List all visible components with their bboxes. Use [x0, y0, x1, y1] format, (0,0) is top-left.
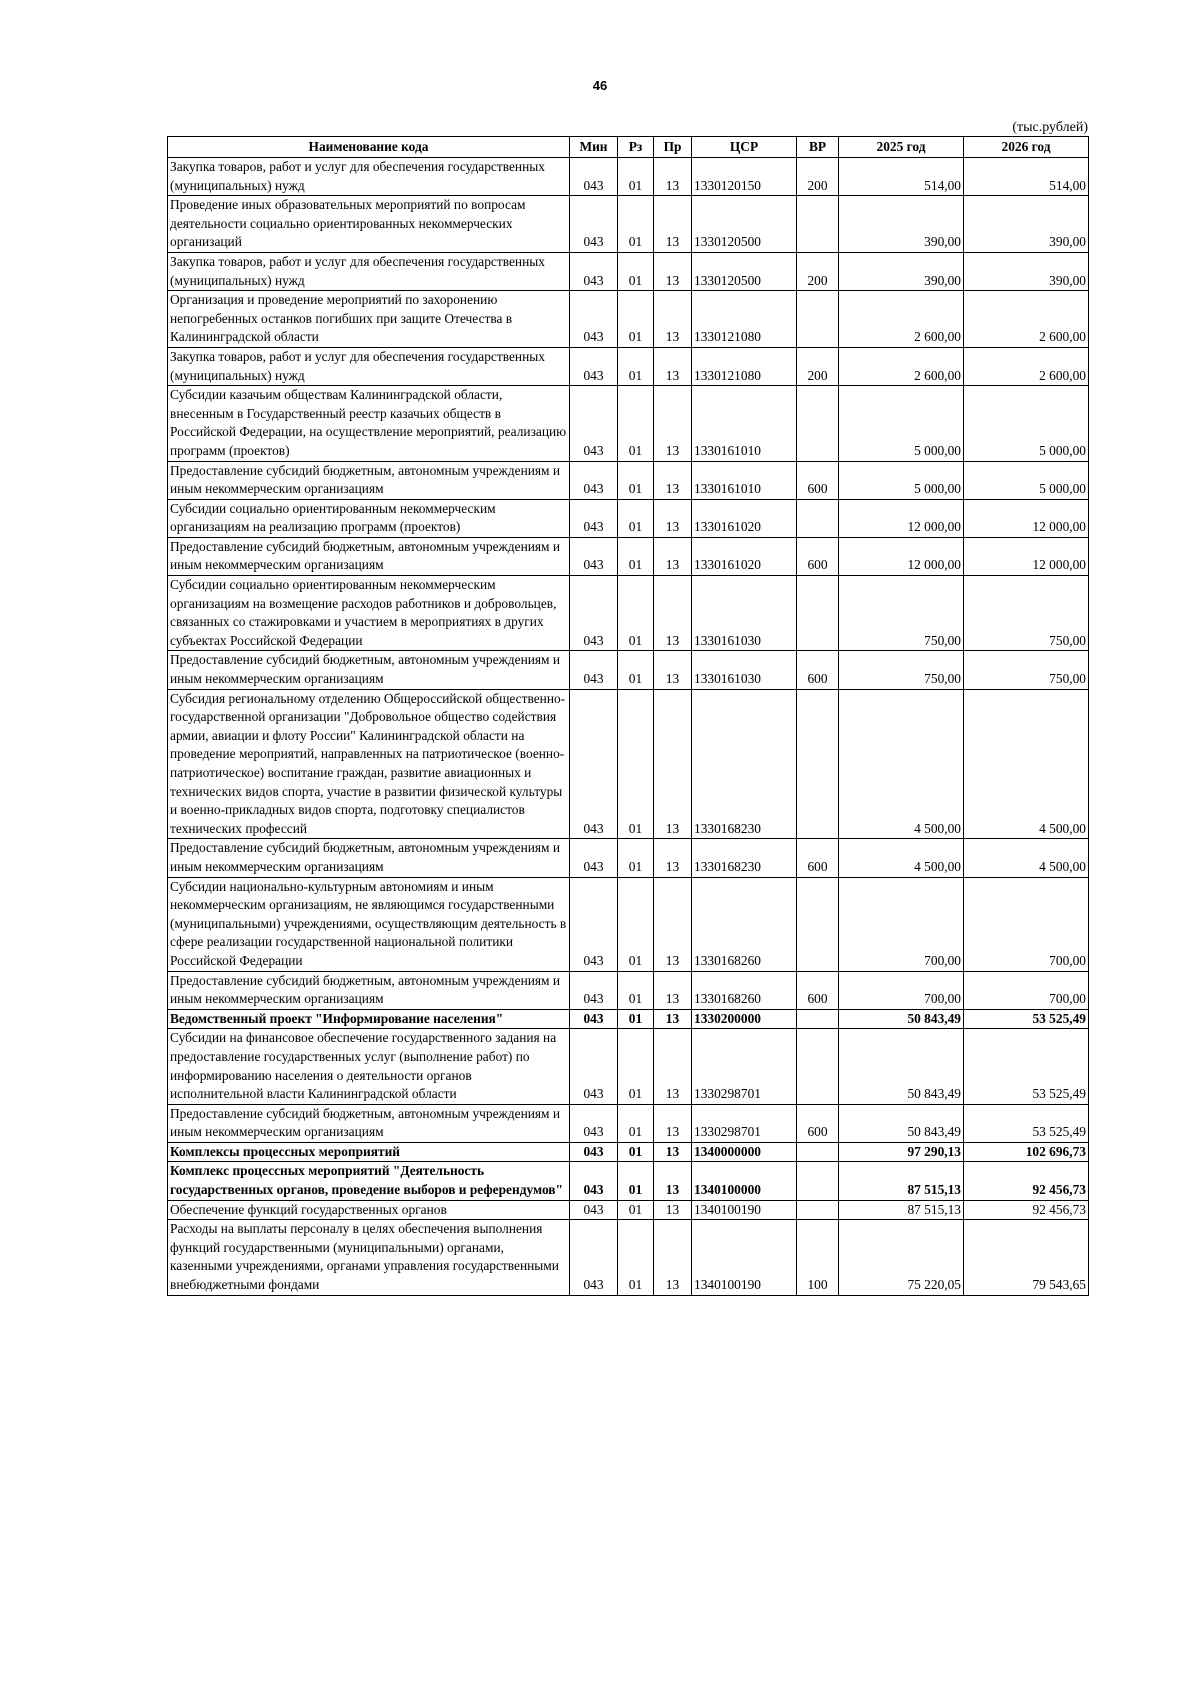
cell-name: Предоставление субсидий бюджетным, автономным учреждениям и иным некоммерческим организациям: [168, 537, 570, 575]
table-row: [168, 651, 1089, 689]
cell-pr: 13: [654, 1009, 692, 1029]
cell-name: Закупка товаров, работ и услуг для обеспечения государственных (муниципальных) нужд: [168, 158, 570, 196]
cell-min: 043: [570, 386, 618, 461]
cell-csr: 1330161010: [692, 461, 797, 499]
cell-2026: 79 543,65: [964, 1220, 1089, 1295]
cell-rz: 01: [618, 158, 654, 196]
cell-pr: 13: [654, 689, 692, 839]
table-row: [168, 1029, 1089, 1104]
cell-rz: 01: [618, 651, 654, 689]
cell-pr: 13: [654, 252, 692, 290]
cell-pr: 13: [654, 1200, 692, 1220]
header-row: [168, 137, 1089, 158]
cell-rz: 01: [618, 1009, 654, 1029]
cell-pr: 13: [654, 196, 692, 253]
cell-pr: 13: [654, 291, 692, 348]
cell-vr: [797, 291, 839, 348]
cell-min: 043: [570, 1200, 618, 1220]
header-csr: ЦСР: [692, 137, 797, 158]
cell-2026: 700,00: [964, 971, 1089, 1009]
cell-pr: 13: [654, 1142, 692, 1162]
cell-name: Обеспечение функций государственных органов: [168, 1200, 570, 1220]
cell-vr: [797, 1142, 839, 1162]
cell-2025: 50 843,49: [839, 1029, 964, 1104]
cell-2025: 390,00: [839, 252, 964, 290]
cell-pr: 13: [654, 499, 692, 537]
cell-min: 043: [570, 1162, 618, 1200]
cell-name: Комплексы процессных мероприятий: [168, 1142, 570, 1162]
cell-rz: 01: [618, 1104, 654, 1142]
cell-vr: [797, 1200, 839, 1220]
cell-name: Предоставление субсидий бюджетным, автономным учреждениям и иным некоммерческим организациям: [168, 651, 570, 689]
table-row: [168, 971, 1089, 1009]
cell-rz: 01: [618, 461, 654, 499]
table-row: [168, 386, 1089, 461]
cell-vr: [797, 576, 839, 651]
cell-pr: 13: [654, 839, 692, 877]
cell-2025: 87 515,13: [839, 1162, 964, 1200]
table-body: [168, 158, 1089, 1296]
cell-2025: 12 000,00: [839, 537, 964, 575]
header-2026: 2026 год: [964, 137, 1089, 158]
cell-vr: [797, 499, 839, 537]
cell-vr: [797, 386, 839, 461]
cell-csr: 1330121080: [692, 291, 797, 348]
table-row: [168, 461, 1089, 499]
cell-2026: 750,00: [964, 576, 1089, 651]
cell-2025: 514,00: [839, 158, 964, 196]
cell-2026: 4 500,00: [964, 839, 1089, 877]
cell-min: 043: [570, 537, 618, 575]
cell-name: Организация и проведение мероприятий по захоронению непогребенных останков погибших при защите Отечества в Калининградской области: [168, 291, 570, 348]
cell-2025: 390,00: [839, 196, 964, 253]
cell-2025: 4 500,00: [839, 689, 964, 839]
cell-2026: 4 500,00: [964, 689, 1089, 839]
cell-2026: 390,00: [964, 196, 1089, 253]
cell-csr: 1330161030: [692, 651, 797, 689]
cell-name: Закупка товаров, работ и услуг для обеспечения государственных (муниципальных) нужд: [168, 347, 570, 385]
cell-csr: 1330120150: [692, 158, 797, 196]
table-row: [168, 537, 1089, 575]
cell-pr: 13: [654, 971, 692, 1009]
cell-name: Расходы на выплаты персоналу в целях обеспечения выполнения функций государственными (муниципальными) органами, казенными учреждениями, органами управления государственными внебюджетными фондами: [168, 1220, 570, 1295]
cell-2025: 75 220,05: [839, 1220, 964, 1295]
cell-vr: 600: [797, 461, 839, 499]
header-min: Мин: [570, 137, 618, 158]
cell-name: Субсидии казачьим обществам Калининградской области, внесенным в Государственный реестр казачьих обществ в Российской Федерации, на осуществление мероприятий, реализацию программ (проектов): [168, 386, 570, 461]
table-row: [168, 196, 1089, 253]
header-2025: 2025 год: [839, 137, 964, 158]
cell-rz: 01: [618, 252, 654, 290]
cell-csr: 1330168260: [692, 971, 797, 1009]
cell-rz: 01: [618, 839, 654, 877]
cell-2025: 5 000,00: [839, 461, 964, 499]
cell-pr: 13: [654, 576, 692, 651]
cell-min: 043: [570, 971, 618, 1009]
cell-name: Проведение иных образовательных мероприятий по вопросам деятельности социально ориентированных некоммерческих организаций: [168, 196, 570, 253]
cell-name: Предоставление субсидий бюджетным, автономным учреждениям и иным некоммерческим организациям: [168, 839, 570, 877]
cell-rz: 01: [618, 689, 654, 839]
cell-2025: 50 843,49: [839, 1009, 964, 1029]
cell-name: Субсидии социально ориентированным некоммерческим организациям на реализацию программ (проектов): [168, 499, 570, 537]
table-row: [168, 1162, 1089, 1200]
cell-min: 043: [570, 576, 618, 651]
cell-name: Субсидии национально-культурным автономиям и иным некоммерческим организациям, не являющимся государственными (муниципальными) учреждениями, осуществляющим деятельность в сфере реализации государственной национальной политики Российской Федерации: [168, 877, 570, 971]
cell-min: 043: [570, 499, 618, 537]
cell-pr: 13: [654, 1104, 692, 1142]
cell-2026: 390,00: [964, 252, 1089, 290]
cell-name: Субсидия региональному отделению Общероссийской общественно-государственной организации "Добровольное общество содействия армии, авиации и флоту России" Калининградской области на проведение мероприятий, направленных на патриотическое (военно-патриотическое) воспитание граждан, развитие авиационных и технических видов спорта, участие в развитии физической культуры и военно-прикладных видов спорта, подготовку специалистов технических профессий: [168, 689, 570, 839]
cell-csr: 1340100190: [692, 1200, 797, 1220]
cell-vr: 100: [797, 1220, 839, 1295]
units-label: (тыс.рублей): [1012, 120, 1088, 135]
cell-rz: 01: [618, 1029, 654, 1104]
cell-rz: 01: [618, 1162, 654, 1200]
cell-name: Субсидии на финансовое обеспечение государственного задания на предоставление государственных услуг (выполнение работ) по информированию населения о деятельности органов исполнительной власти Калининградской области: [168, 1029, 570, 1104]
cell-2025: 97 290,13: [839, 1142, 964, 1162]
cell-pr: 13: [654, 347, 692, 385]
cell-2025: 2 600,00: [839, 291, 964, 348]
cell-csr: 1330161020: [692, 537, 797, 575]
cell-vr: [797, 1029, 839, 1104]
cell-csr: 1330168260: [692, 877, 797, 971]
cell-2026: 92 456,73: [964, 1162, 1089, 1200]
cell-vr: [797, 689, 839, 839]
table-row: [168, 1142, 1089, 1162]
cell-min: 043: [570, 158, 618, 196]
cell-csr: 1330298701: [692, 1029, 797, 1104]
table-row: [168, 252, 1089, 290]
table-row: [168, 347, 1089, 385]
cell-pr: 13: [654, 158, 692, 196]
table-row: [168, 291, 1089, 348]
cell-vr: 600: [797, 537, 839, 575]
header-name: Наименование кода: [168, 137, 570, 158]
cell-rz: 01: [618, 196, 654, 253]
cell-pr: 13: [654, 1162, 692, 1200]
cell-name: Комплекс процессных мероприятий "Деятельность государственных органов, проведение выборов и референдумов": [168, 1162, 570, 1200]
cell-min: 043: [570, 347, 618, 385]
table-row: [168, 1220, 1089, 1295]
cell-rz: 01: [618, 499, 654, 537]
table-row: [168, 576, 1089, 651]
cell-name: Предоставление субсидий бюджетным, автономным учреждениям и иным некоммерческим организациям: [168, 971, 570, 1009]
cell-min: 043: [570, 1029, 618, 1104]
cell-rz: 01: [618, 1220, 654, 1295]
cell-2025: 750,00: [839, 651, 964, 689]
cell-pr: 13: [654, 651, 692, 689]
cell-pr: 13: [654, 537, 692, 575]
cell-pr: 13: [654, 1220, 692, 1295]
cell-rz: 01: [618, 576, 654, 651]
cell-vr: 600: [797, 971, 839, 1009]
cell-2026: 2 600,00: [964, 347, 1089, 385]
cell-2025: 50 843,49: [839, 1104, 964, 1142]
cell-min: 043: [570, 1220, 618, 1295]
cell-2025: 12 000,00: [839, 499, 964, 537]
cell-csr: 1330121080: [692, 347, 797, 385]
cell-name: Ведомственный проект "Информирование населения": [168, 1009, 570, 1029]
cell-2026: 2 600,00: [964, 291, 1089, 348]
cell-rz: 01: [618, 877, 654, 971]
cell-vr: 600: [797, 651, 839, 689]
table-row: [168, 158, 1089, 196]
cell-vr: 600: [797, 839, 839, 877]
cell-2025: 700,00: [839, 877, 964, 971]
cell-2025: 2 600,00: [839, 347, 964, 385]
header-vr: ВР: [797, 137, 839, 158]
cell-2026: 5 000,00: [964, 461, 1089, 499]
cell-pr: 13: [654, 877, 692, 971]
cell-vr: [797, 877, 839, 971]
table-row: [168, 839, 1089, 877]
cell-min: 043: [570, 839, 618, 877]
cell-rz: 01: [618, 971, 654, 1009]
cell-csr: 1330298701: [692, 1104, 797, 1142]
cell-min: 043: [570, 651, 618, 689]
table-row: [168, 1200, 1089, 1220]
cell-min: 043: [570, 291, 618, 348]
cell-min: 043: [570, 1104, 618, 1142]
cell-vr: 200: [797, 158, 839, 196]
cell-csr: 1340100190: [692, 1220, 797, 1295]
cell-vr: [797, 1162, 839, 1200]
cell-min: 043: [570, 1142, 618, 1162]
cell-csr: 1330161010: [692, 386, 797, 461]
table-row: [168, 1104, 1089, 1142]
cell-2026: 700,00: [964, 877, 1089, 971]
cell-vr: 600: [797, 1104, 839, 1142]
table-row: [168, 877, 1089, 971]
cell-2025: 4 500,00: [839, 839, 964, 877]
cell-rz: 01: [618, 386, 654, 461]
cell-min: 043: [570, 1009, 618, 1029]
cell-2026: 53 525,49: [964, 1104, 1089, 1142]
cell-2026: 12 000,00: [964, 537, 1089, 575]
cell-rz: 01: [618, 347, 654, 385]
header-rz: Рз: [618, 137, 654, 158]
cell-2025: 87 515,13: [839, 1200, 964, 1220]
cell-csr: 1330168230: [692, 689, 797, 839]
page-number: 46: [592, 78, 608, 93]
table-row: [168, 1009, 1089, 1029]
cell-2026: 92 456,73: [964, 1200, 1089, 1220]
cell-csr: 1330161020: [692, 499, 797, 537]
cell-2026: 5 000,00: [964, 386, 1089, 461]
cell-pr: 13: [654, 461, 692, 499]
cell-csr: 1330200000: [692, 1009, 797, 1029]
cell-vr: [797, 196, 839, 253]
table-row: [168, 689, 1089, 839]
cell-2025: 5 000,00: [839, 386, 964, 461]
cell-2025: 700,00: [839, 971, 964, 1009]
cell-csr: 1330120500: [692, 252, 797, 290]
cell-2026: 53 525,49: [964, 1009, 1089, 1029]
cell-name: Предоставление субсидий бюджетным, автономным учреждениям и иным некоммерческим организациям: [168, 461, 570, 499]
cell-csr: 1330120500: [692, 196, 797, 253]
cell-name: Субсидии социально ориентированным некоммерческим организациям на возмещение расходов работников и добровольцев, связанных со стажировками и участием в мероприятиях в других субъектах Российской Федерации: [168, 576, 570, 651]
cell-2025: 750,00: [839, 576, 964, 651]
cell-min: 043: [570, 689, 618, 839]
cell-rz: 01: [618, 537, 654, 575]
cell-min: 043: [570, 461, 618, 499]
cell-rz: 01: [618, 1142, 654, 1162]
cell-2026: 514,00: [964, 158, 1089, 196]
cell-rz: 01: [618, 291, 654, 348]
cell-2026: 12 000,00: [964, 499, 1089, 537]
cell-min: 043: [570, 196, 618, 253]
cell-2026: 53 525,49: [964, 1029, 1089, 1104]
cell-vr: 200: [797, 252, 839, 290]
cell-min: 043: [570, 252, 618, 290]
cell-pr: 13: [654, 386, 692, 461]
cell-vr: 200: [797, 347, 839, 385]
budget-table: [167, 136, 1089, 1296]
cell-name: Предоставление субсидий бюджетным, автономным учреждениям и иным некоммерческим организациям: [168, 1104, 570, 1142]
cell-rz: 01: [618, 1200, 654, 1220]
cell-vr: [797, 1009, 839, 1029]
cell-csr: 1340000000: [692, 1142, 797, 1162]
header-pr: Пр: [654, 137, 692, 158]
cell-name: Закупка товаров, работ и услуг для обеспечения государственных (муниципальных) нужд: [168, 252, 570, 290]
cell-2026: 750,00: [964, 651, 1089, 689]
cell-2026: 102 696,73: [964, 1142, 1089, 1162]
cell-csr: 1330161030: [692, 576, 797, 651]
cell-pr: 13: [654, 1029, 692, 1104]
cell-min: 043: [570, 877, 618, 971]
cell-csr: 1330168230: [692, 839, 797, 877]
cell-csr: 1340100000: [692, 1162, 797, 1200]
table-row: [168, 499, 1089, 537]
